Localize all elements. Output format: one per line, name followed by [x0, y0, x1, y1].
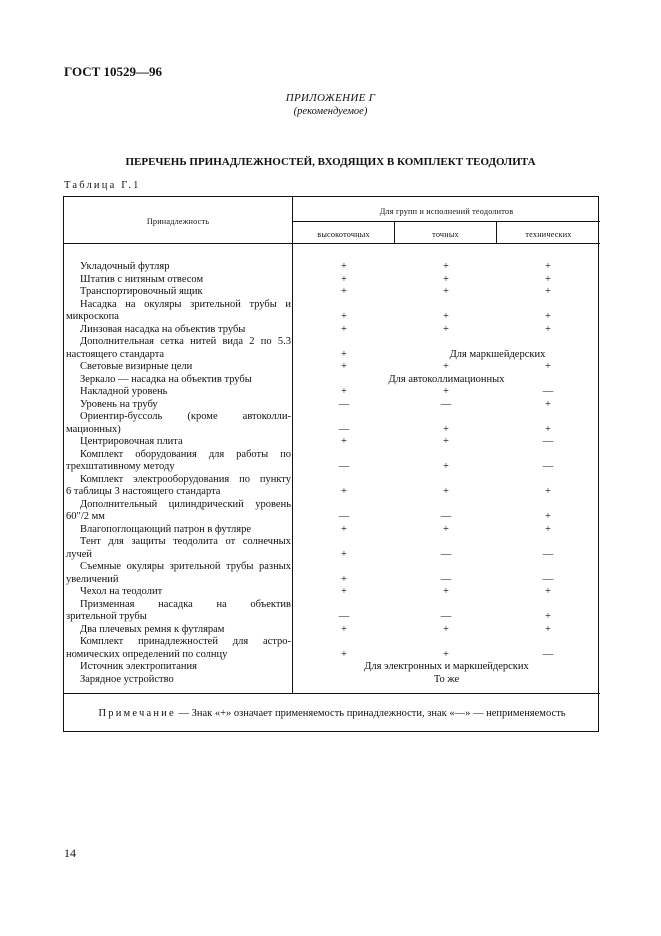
applicability-mark: — — [542, 573, 554, 585]
applicability-mark: — — [338, 611, 350, 622]
table-row — [64, 561, 600, 586]
row-label-line: Комплект оборудования для работы по — [80, 448, 291, 460]
subcolumn-header-technical: технических — [525, 230, 572, 239]
appendix-note: (рекомендуемое) — [293, 106, 368, 117]
row-label — [66, 411, 291, 436]
row-label-line: номических определений по солнцу — [66, 648, 228, 660]
row-label-line: мационных) — [66, 423, 121, 435]
row-label-line: Центрировочная плита — [80, 436, 183, 447]
applicability-mark: + — [545, 261, 551, 272]
applicability-mark: + — [443, 386, 449, 397]
applicability-mark: — — [338, 511, 350, 522]
table-row — [64, 524, 600, 537]
applicability-mark: + — [443, 261, 449, 272]
row-label-line: Зарядное устройство — [80, 673, 174, 685]
row-label-line: настоящего стандарта — [66, 348, 165, 360]
applicability-mark: + — [443, 648, 449, 660]
table-row — [64, 586, 600, 599]
applicability-mark: + — [545, 423, 551, 435]
applicability-mark: — — [542, 548, 554, 560]
row-label-line: Зеркало — насадка на объектив трубы — [80, 373, 252, 385]
applicability-mark: + — [545, 523, 551, 535]
row-label-line: Насадка на окуляры зрительной трубы и — [80, 298, 291, 310]
row-label-line: 6 таблицы 3 настоящего стандарта — [66, 486, 221, 497]
applicability-mark: + — [443, 461, 449, 472]
applicability-mark: + — [341, 486, 347, 497]
applicability-mark: + — [341, 311, 347, 322]
applicability-mark: + — [341, 386, 347, 397]
row-label-line: Источник электропитания — [80, 661, 197, 672]
row-label-line: Дополнительная сетка нитей вида 2 по 5.3 — [80, 336, 291, 347]
applicability-mark: + — [341, 573, 347, 585]
subcolumn-header-high-precision: высокоточных — [317, 230, 370, 239]
row-label — [66, 261, 291, 274]
applicability-mark: — — [338, 461, 350, 472]
applicability-mark: + — [341, 523, 347, 535]
document-code: ГОСТ 10529—96 — [64, 64, 163, 79]
merged-cell: Для автоколлимационных — [388, 373, 505, 385]
page-number: 14 — [64, 846, 76, 860]
row-label — [66, 386, 291, 399]
table-label: Таблица Г.1 — [64, 180, 141, 191]
applicability-mark: + — [443, 436, 449, 447]
row-label — [66, 536, 291, 561]
applicability-mark: + — [443, 423, 449, 435]
row-label — [66, 286, 291, 299]
row-label-line: 60″/2 мм — [66, 511, 105, 522]
table-row — [64, 636, 600, 661]
note-text: — Знак «+» означает применяемость принадлежности, знак «—» — неприменяемость — [178, 708, 566, 719]
applicability-mark: + — [341, 586, 347, 597]
row-label-line: Два плечевых ремня к футлярам — [80, 623, 225, 635]
table-row — [64, 536, 600, 561]
applicability-mark: + — [545, 323, 551, 335]
row-label-line: лучей — [66, 548, 93, 560]
row-label-line: зрительной трубы — [66, 611, 147, 622]
table-row — [64, 599, 600, 624]
applicability-mark: + — [341, 548, 347, 560]
applicability-mark: + — [341, 261, 347, 272]
row-label-line: Штатив с нитяным отвесом — [80, 273, 204, 285]
applicability-mark: — — [542, 648, 554, 660]
table-row — [64, 336, 600, 361]
row-label-line: Дополнительный цилиндрический уровень — [80, 498, 291, 510]
merged-cell: Для электронных и маркшейдерских — [364, 661, 529, 672]
applicability-mark: + — [545, 586, 551, 597]
header-bottom-line — [64, 243, 600, 244]
applicability-mark: + — [443, 286, 449, 297]
table-row — [64, 449, 600, 474]
column-header-group: Для групп и исполнений теодолитов — [379, 207, 514, 216]
row-label-line: Ориентир-буссоль (кроме автоколли- — [80, 411, 291, 422]
applicability-mark: + — [341, 323, 347, 335]
table-body-bottom-line — [64, 693, 600, 694]
merged-cell: Для маркшейдерских — [449, 348, 546, 360]
table-row — [64, 411, 600, 436]
applicability-mark: + — [341, 436, 347, 447]
page-title: ПЕРЕЧЕНЬ ПРИНАДЛЕЖНОСТЕЙ, ВХОДЯЩИХ В КОМПЛЕКТ ТЕОДОЛИТА — [125, 156, 536, 168]
row-label-line: Линзовая насадка на объектив трубы — [80, 323, 246, 335]
applicability-mark: + — [443, 586, 449, 597]
table-row — [64, 299, 600, 324]
table-row — [64, 661, 600, 674]
applicability-mark: — — [440, 573, 452, 585]
applicability-mark: + — [545, 398, 551, 410]
row-label-line: Транспортировочный ящик — [80, 286, 203, 297]
subcolumn-header-precision: точных — [432, 230, 459, 239]
row-label — [66, 661, 291, 674]
applicability-mark: + — [443, 311, 449, 322]
applicability-mark: + — [341, 286, 347, 297]
row-label-line: Чехол на теодолит — [80, 586, 163, 597]
row-label-line: Комплект электрооборудования по пункту — [80, 473, 291, 485]
table-row — [64, 624, 600, 637]
applicability-mark: — — [542, 436, 554, 447]
note-label: Примечание — [98, 708, 176, 719]
table-row — [64, 361, 600, 374]
applicability-mark: + — [341, 648, 347, 660]
applicability-mark: — — [440, 611, 452, 622]
applicability-mark: — — [440, 398, 452, 410]
row-label — [66, 274, 291, 287]
table-row — [64, 261, 600, 274]
row-label — [66, 624, 291, 637]
row-label — [66, 674, 291, 687]
table-row — [64, 286, 600, 299]
row-label — [66, 374, 291, 387]
applicability-mark: + — [545, 286, 551, 297]
row-label-line: микроскопа — [66, 311, 119, 322]
row-label-line: Световые визирные цели — [80, 361, 193, 372]
applicability-mark: + — [443, 623, 449, 635]
row-label — [66, 299, 291, 324]
column-header-item: Принадлежность — [146, 217, 210, 226]
applicability-mark: — — [338, 423, 350, 435]
table-row — [64, 499, 600, 524]
row-label — [66, 636, 291, 661]
applicability-mark: + — [545, 623, 551, 635]
table-note — [64, 708, 600, 719]
table-row — [64, 399, 600, 412]
row-label — [66, 524, 291, 537]
applicability-mark: + — [545, 611, 551, 622]
applicability-mark: — — [542, 386, 554, 397]
row-label-line: Тент для защиты теодолита от солнечных — [80, 536, 291, 547]
table-row — [64, 324, 600, 337]
merged-cell: То же — [433, 673, 460, 685]
applicability-mark: + — [341, 623, 347, 635]
table-row — [64, 474, 600, 499]
row-label-line: Уровень на трубу — [80, 398, 158, 410]
row-label-line: Комплект принадлежностей для астро- — [80, 636, 291, 647]
table-row — [64, 274, 600, 287]
header-divider — [292, 221, 600, 222]
applicability-mark: + — [545, 273, 551, 285]
appendix-title: ПРИЛОЖЕНИЕ Г — [285, 92, 376, 104]
row-label — [66, 474, 291, 499]
accessories-table — [63, 196, 599, 732]
row-label-line: Накладной уровень — [80, 386, 168, 397]
row-label-line: увеличений — [66, 573, 119, 585]
applicability-mark: + — [443, 361, 449, 372]
row-label — [66, 561, 291, 586]
row-label — [66, 599, 291, 624]
applicability-mark: + — [341, 361, 347, 372]
table-row — [64, 674, 600, 687]
row-label — [66, 324, 291, 337]
row-label — [66, 449, 291, 474]
applicability-mark: + — [341, 348, 347, 360]
applicability-mark: + — [545, 511, 551, 522]
row-label — [66, 499, 291, 524]
row-label-line: Съемные окуляры зрительной трубы разных — [80, 561, 291, 572]
applicability-mark: — — [440, 548, 452, 560]
row-label-line: Укладочный футляр — [80, 261, 170, 272]
row-label — [66, 399, 291, 412]
applicability-mark: + — [545, 486, 551, 497]
row-label — [66, 586, 291, 599]
row-label — [66, 361, 291, 374]
row-label-line: Влагопоглощающий патрон в футляре — [80, 523, 252, 535]
row-label — [66, 436, 291, 449]
applicability-mark: + — [443, 486, 449, 497]
applicability-mark: + — [341, 273, 347, 285]
table-row — [64, 436, 600, 449]
applicability-mark: + — [545, 361, 551, 372]
table-row — [64, 386, 600, 399]
table-row — [64, 374, 600, 387]
applicability-mark: — — [338, 398, 350, 410]
row-label-line: трехштативному методу — [66, 461, 175, 472]
applicability-mark: + — [443, 323, 449, 335]
row-label-line: Призменная насадка на объектив — [80, 598, 291, 610]
applicability-mark: — — [542, 461, 554, 472]
applicability-mark: + — [443, 523, 449, 535]
row-label — [66, 336, 291, 361]
applicability-mark: + — [545, 311, 551, 322]
applicability-mark: — — [440, 511, 452, 522]
applicability-mark: + — [443, 273, 449, 285]
